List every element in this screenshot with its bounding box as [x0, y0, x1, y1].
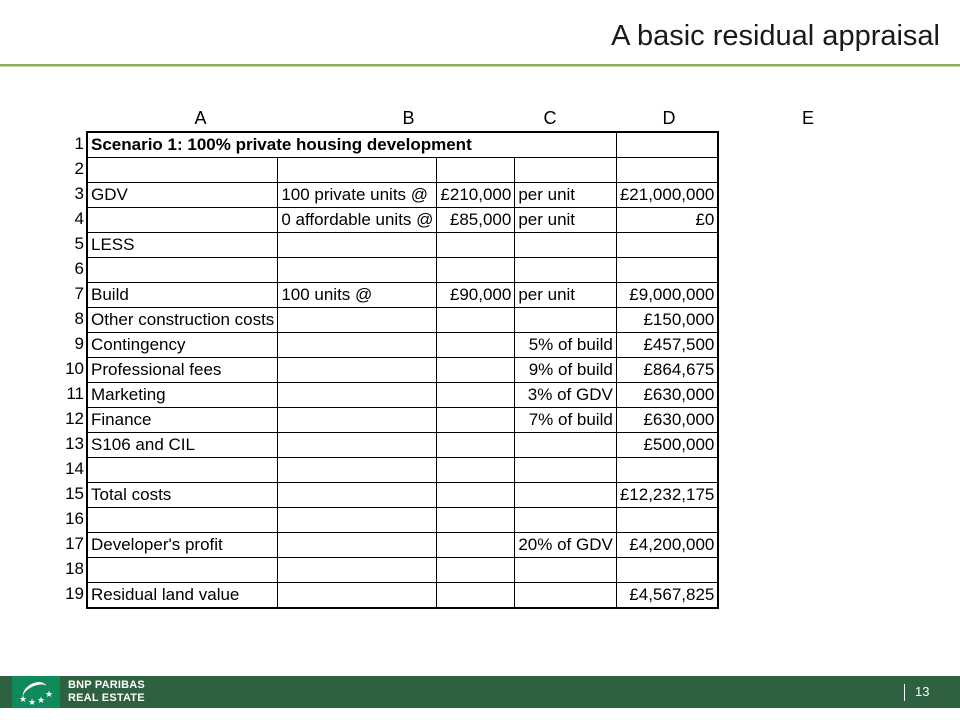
row-number: 16: [65, 509, 84, 528]
cell-c[interactable]: [437, 383, 515, 408]
cell-b[interactable]: [278, 433, 437, 458]
cell-d[interactable]: [515, 433, 617, 458]
cell-c[interactable]: [437, 408, 515, 433]
cell-c[interactable]: £90,000: [437, 283, 515, 308]
row-number: 5: [74, 234, 84, 253]
cell-e[interactable]: £0: [616, 208, 717, 233]
table-row: [88, 458, 717, 483]
cell-e[interactable]: £457,500: [616, 333, 717, 358]
cell-c[interactable]: [437, 308, 515, 333]
cell-b[interactable]: [278, 383, 437, 408]
cell-c[interactable]: [437, 333, 515, 358]
cell-b[interactable]: [278, 508, 437, 533]
cell-c[interactable]: £85,000: [437, 208, 515, 233]
cell-a[interactable]: [88, 558, 278, 583]
row-numbers: [56, 131, 84, 606]
cell-e[interactable]: [616, 233, 717, 258]
row-number: 12: [65, 409, 84, 428]
cell-c[interactable]: [437, 258, 515, 283]
column-header-a: A: [194, 108, 207, 128]
table-row: [88, 208, 717, 233]
cell-d[interactable]: [515, 158, 617, 183]
cell-d[interactable]: per unit: [515, 283, 617, 308]
cell-a[interactable]: [88, 508, 278, 533]
cell-a[interactable]: Professional fees: [88, 358, 278, 383]
table-row: [88, 483, 717, 508]
cell-d[interactable]: 3% of GDV: [515, 383, 617, 408]
cell-a[interactable]: Residual land value: [88, 583, 278, 608]
row-number: 14: [65, 459, 84, 478]
cell-b[interactable]: [278, 308, 437, 333]
brand-line-2: REAL ESTATE: [68, 692, 145, 704]
cell-b[interactable]: [278, 533, 437, 558]
cell-c[interactable]: [437, 433, 515, 458]
cell-e[interactable]: £864,675: [616, 358, 717, 383]
cell-e[interactable]: £500,000: [616, 433, 717, 458]
cell-c[interactable]: [437, 533, 515, 558]
table-row: [88, 133, 717, 158]
cell-e[interactable]: £12,232,175: [616, 483, 717, 508]
cell-e[interactable]: £150,000: [616, 308, 717, 333]
row-number: 7: [74, 284, 84, 303]
cell-c[interactable]: [437, 233, 515, 258]
cell-d[interactable]: [515, 508, 617, 533]
slide-title: A basic residual appraisal: [611, 20, 940, 52]
cell-a[interactable]: [88, 458, 278, 483]
cell-a[interactable]: S106 and CIL: [88, 433, 278, 458]
table-row: [88, 183, 717, 208]
cell-e[interactable]: £21,000,000: [616, 183, 717, 208]
cell-c[interactable]: [437, 158, 515, 183]
table-row: [88, 433, 717, 458]
table-row: [88, 583, 717, 608]
row-number: 19: [65, 584, 84, 603]
page-number-separator: [904, 684, 905, 701]
cell-b[interactable]: [278, 358, 437, 383]
cell-c[interactable]: £210,000: [437, 183, 515, 208]
cell-b[interactable]: 100 units @: [278, 283, 437, 308]
cell-a[interactable]: Developer's profit: [88, 533, 278, 558]
table-row: [88, 283, 717, 308]
cell-grid: [86, 131, 719, 609]
cell-e[interactable]: [616, 458, 717, 483]
cell-e[interactable]: £630,000: [616, 408, 717, 433]
cell-a[interactable]: [88, 258, 278, 283]
cell-e[interactable]: [616, 158, 717, 183]
cell-e[interactable]: [616, 558, 717, 583]
table-row: [88, 308, 717, 333]
column-header-e: E: [801, 108, 814, 128]
cell-e[interactable]: £630,000: [616, 383, 717, 408]
cell-d[interactable]: per unit: [515, 208, 617, 233]
cell-d[interactable]: [515, 233, 617, 258]
row-number: 8: [74, 309, 84, 328]
table-row: [88, 158, 717, 183]
column-header-c: C: [543, 108, 557, 128]
cell-b[interactable]: [278, 333, 437, 358]
row-number: 3: [74, 184, 84, 203]
cell-b[interactable]: [278, 458, 437, 483]
column-header-d: D: [662, 108, 676, 128]
cell-d[interactable]: [515, 558, 617, 583]
row-number: 6: [74, 259, 84, 278]
cell-d[interactable]: [515, 258, 617, 283]
cell-b[interactable]: [278, 483, 437, 508]
cell-d[interactable]: [515, 583, 617, 608]
cell-b[interactable]: [278, 233, 437, 258]
cell-d[interactable]: 5% of build: [515, 333, 617, 358]
cell-table: [88, 133, 717, 607]
row-number: 18: [65, 559, 84, 578]
column-headers: [86, 107, 876, 129]
bnp-paribas-logo-icon: ★ ★ ★ ★: [12, 676, 60, 708]
cell-e[interactable]: £9,000,000: [616, 283, 717, 308]
brand-line-1: BNP PARIBAS: [68, 679, 145, 691]
cell-c[interactable]: [437, 508, 515, 533]
cell-a[interactable]: Marketing: [88, 383, 278, 408]
cell-d[interactable]: 7% of build: [515, 408, 617, 433]
row-number: 17: [65, 534, 84, 553]
cell-d[interactable]: [515, 308, 617, 333]
table-row: [88, 358, 717, 383]
brand-name: [68, 679, 145, 705]
table-row: [88, 383, 717, 408]
cell-b[interactable]: [278, 558, 437, 583]
row-number: 11: [66, 384, 84, 403]
cell-a[interactable]: Finance: [88, 408, 278, 433]
cell-b[interactable]: [278, 408, 437, 433]
cell-a[interactable]: Other construction costs: [88, 308, 278, 333]
cell-d[interactable]: [515, 458, 617, 483]
cell-b[interactable]: [278, 258, 437, 283]
table-row: [88, 533, 717, 558]
table-row: [88, 258, 717, 283]
column-header-b: B: [402, 108, 415, 128]
table-row: [88, 233, 717, 258]
row-number: 13: [65, 434, 84, 453]
cell-d[interactable]: 9% of build: [515, 358, 617, 383]
cell-a[interactable]: LESS: [88, 233, 278, 258]
cell-c[interactable]: [437, 458, 515, 483]
cell-e[interactable]: [616, 508, 717, 533]
row-number: 15: [65, 484, 84, 503]
cell-a[interactable]: [88, 158, 278, 183]
cell-a[interactable]: Build: [88, 283, 278, 308]
row-number: 4: [74, 209, 84, 228]
cell-c[interactable]: [437, 583, 515, 608]
title-divider: [0, 64, 960, 66]
cell-c[interactable]: [437, 558, 515, 583]
table-row: [88, 508, 717, 533]
cell-d[interactable]: 20% of GDV: [515, 533, 617, 558]
row-number: 9: [74, 334, 84, 353]
cell-a[interactable]: Scenario 1: 100% private housing development: [88, 133, 616, 158]
cell-b[interactable]: 0 affordable units @: [278, 208, 437, 233]
cell-d[interactable]: [515, 483, 617, 508]
table-row: [88, 558, 717, 583]
cell-a[interactable]: Total costs: [88, 483, 278, 508]
cell-a[interactable]: Contingency: [88, 333, 278, 358]
row-number: 1: [74, 134, 84, 153]
row-number: 2: [74, 159, 84, 178]
cell-c[interactable]: [437, 358, 515, 383]
footer-bar: [0, 676, 960, 708]
cell-a[interactable]: GDV: [88, 183, 278, 208]
table-row: [88, 408, 717, 433]
cell-b[interactable]: 100 private units @: [278, 183, 437, 208]
cell-d[interactable]: per unit: [515, 183, 617, 208]
cell-c[interactable]: [437, 483, 515, 508]
cell-a[interactable]: [88, 208, 278, 233]
table-row: [88, 333, 717, 358]
cell-e[interactable]: £4,567,825: [629, 585, 715, 604]
cell-b[interactable]: [278, 583, 437, 608]
row-number: 10: [65, 359, 84, 378]
page-number: 13: [915, 684, 930, 699]
cell-e[interactable]: [616, 258, 717, 283]
cell-b[interactable]: [278, 158, 437, 183]
cell-e[interactable]: [616, 133, 717, 158]
cell-e[interactable]: £4,200,000: [616, 533, 717, 558]
